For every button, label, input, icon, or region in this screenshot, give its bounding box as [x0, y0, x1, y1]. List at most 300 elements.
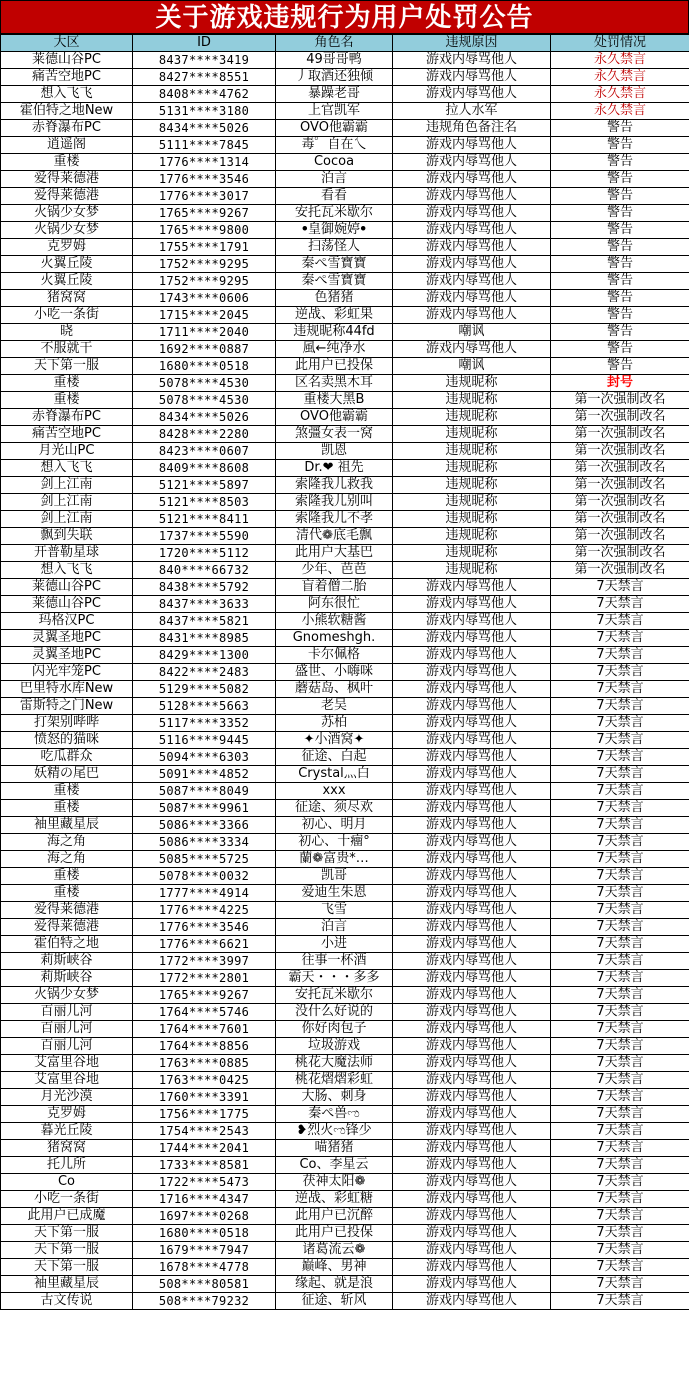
cell-violation-reason: 游戏内辱骂他人: [393, 52, 551, 69]
cell-violation-reason: 游戏内辱骂他人: [393, 732, 551, 749]
cell-penalty: 7天禁言: [551, 885, 689, 902]
cell-character-name: 霸天・・・多多: [276, 970, 393, 987]
header-region: 大区: [1, 35, 133, 52]
table-row: [1, 902, 689, 919]
cell-penalty: 永久禁言: [551, 69, 689, 86]
cell-id: 1678****4778: [133, 1259, 276, 1276]
cell-character-name: 上官凯军: [276, 103, 393, 120]
table-row: [1, 103, 689, 120]
cell-id: 1754****2543: [133, 1123, 276, 1140]
cell-id: 1765****9800: [133, 222, 276, 239]
cell-region: 剑上江南: [1, 477, 133, 494]
cell-violation-reason: 违规昵称: [393, 477, 551, 494]
table-row: [1, 188, 689, 205]
cell-character-name: 盲着僧二胎: [276, 579, 393, 596]
cell-id: 840****66732: [133, 562, 276, 579]
cell-penalty: 7天禁言: [551, 919, 689, 936]
cell-penalty: 7天禁言: [551, 1140, 689, 1157]
cell-penalty: 警告: [551, 290, 689, 307]
cell-penalty: 7天禁言: [551, 1225, 689, 1242]
table-row: [1, 239, 689, 256]
cell-penalty: 7天禁言: [551, 596, 689, 613]
cell-id: 1764****7601: [133, 1021, 276, 1038]
cell-violation-reason: 嘲讽: [393, 358, 551, 375]
cell-character-name: 凯恩: [276, 443, 393, 460]
cell-region: 重楼: [1, 885, 133, 902]
table-row: [1, 970, 689, 987]
cell-id: 1760****3391: [133, 1089, 276, 1106]
cell-penalty: 第一次强制改名: [551, 460, 689, 477]
cell-id: 1772****2801: [133, 970, 276, 987]
cell-region: 百丽儿河: [1, 1038, 133, 1055]
cell-id: 8431****8985: [133, 630, 276, 647]
cell-penalty: 7天禁言: [551, 1106, 689, 1123]
cell-region: 天下第一服: [1, 1225, 133, 1242]
table-row: [1, 1038, 689, 1055]
cell-character-name: 蘑菇岛、枫叶: [276, 681, 393, 698]
table-header-row: [1, 35, 689, 52]
table-row: [1, 511, 689, 528]
table-row: [1, 222, 689, 239]
cell-region: 莉斯峡谷: [1, 970, 133, 987]
cell-character-name: 逆战、彩虹糖: [276, 1191, 393, 1208]
cell-region: 古文传说: [1, 1293, 133, 1310]
cell-penalty: 7天禁言: [551, 715, 689, 732]
cell-id: 5121****5897: [133, 477, 276, 494]
cell-character-name: 扫荡怪人: [276, 239, 393, 256]
cell-character-name: 安托瓦米歇尔: [276, 987, 393, 1004]
cell-penalty: 第一次强制改名: [551, 494, 689, 511]
table-row: [1, 1276, 689, 1293]
cell-region: 剑上江南: [1, 511, 133, 528]
cell-character-name: 卡尔佩格: [276, 647, 393, 664]
table-row: [1, 1021, 689, 1038]
cell-violation-reason: 游戏内辱骂他人: [393, 69, 551, 86]
table-row: [1, 1123, 689, 1140]
table-row: [1, 477, 689, 494]
header-id: ID: [133, 35, 276, 52]
cell-character-name: 此用户大基巴: [276, 545, 393, 562]
cell-penalty: 警告: [551, 273, 689, 290]
cell-region: 赤脊瀑布PC: [1, 409, 133, 426]
table-row: [1, 205, 689, 222]
cell-region: 赤脊瀑布PC: [1, 120, 133, 137]
cell-id: 5121****8411: [133, 511, 276, 528]
cell-penalty: 7天禁言: [551, 902, 689, 919]
table-row: [1, 1055, 689, 1072]
cell-region: 飘到失联: [1, 528, 133, 545]
cell-id: 1756****1775: [133, 1106, 276, 1123]
cell-violation-reason: 拉人水军: [393, 103, 551, 120]
cell-character-name: 凯哥: [276, 868, 393, 885]
table-row: [1, 1140, 689, 1157]
cell-region: 火翼丘陵: [1, 273, 133, 290]
cell-violation-reason: 违规昵称: [393, 494, 551, 511]
table-row: [1, 800, 689, 817]
cell-violation-reason: 游戏内辱骂他人: [393, 341, 551, 358]
cell-character-name: 逆战、彩虹果: [276, 307, 393, 324]
cell-region: 莱德山谷PC: [1, 579, 133, 596]
table-row: [1, 885, 689, 902]
table-row: [1, 919, 689, 936]
cell-region: 火锅少女梦: [1, 987, 133, 1004]
cell-region: 暮光丘陵: [1, 1123, 133, 1140]
cell-id: 508****79232: [133, 1293, 276, 1310]
cell-region: 月光山PC: [1, 443, 133, 460]
cell-violation-reason: 违规昵称: [393, 426, 551, 443]
cell-violation-reason: 违规昵称: [393, 460, 551, 477]
cell-penalty: 7天禁言: [551, 749, 689, 766]
cell-character-name: 風←纯净水: [276, 341, 393, 358]
cell-violation-reason: 游戏内辱骂他人: [393, 1276, 551, 1293]
table-row: [1, 936, 689, 953]
cell-penalty: 7天禁言: [551, 1259, 689, 1276]
cell-penalty: 警告: [551, 205, 689, 222]
cell-violation-reason: 游戏内辱骂他人: [393, 205, 551, 222]
cell-id: 1711****2040: [133, 324, 276, 341]
cell-violation-reason: 游戏内辱骂他人: [393, 749, 551, 766]
cell-id: 5131****3180: [133, 103, 276, 120]
table-row: [1, 596, 689, 613]
cell-region: 重楼: [1, 800, 133, 817]
cell-violation-reason: 游戏内辱骂他人: [393, 1293, 551, 1310]
cell-violation-reason: 游戏内辱骂他人: [393, 188, 551, 205]
cell-penalty: 7天禁言: [551, 1004, 689, 1021]
table-row: [1, 69, 689, 86]
cell-id: 8422****2483: [133, 664, 276, 681]
header-character-name: 角色名: [276, 35, 393, 52]
cell-character-name: ꔷ皇御婉婷ꔷ: [276, 222, 393, 239]
table-row: [1, 409, 689, 426]
cell-character-name: Dr.❤ 祖先: [276, 460, 393, 477]
cell-penalty: 第一次强制改名: [551, 392, 689, 409]
cell-region: 艾富里谷地: [1, 1055, 133, 1072]
page-title: 关于游戏违规行为用户处罚公告: [0, 0, 689, 34]
cell-character-name: 初心、十癅°: [276, 834, 393, 851]
cell-region: 雷斯特之门New: [1, 698, 133, 715]
cell-violation-reason: 游戏内辱骂他人: [393, 834, 551, 851]
table-row: [1, 817, 689, 834]
cell-penalty: 7天禁言: [551, 681, 689, 698]
cell-violation-reason: 游戏内辱骂他人: [393, 1106, 551, 1123]
cell-character-name: 巅峰、男神: [276, 1259, 393, 1276]
cell-penalty: 警告: [551, 358, 689, 375]
cell-character-name: 诸葛流云❁: [276, 1242, 393, 1259]
cell-violation-reason: 游戏内辱骂他人: [393, 171, 551, 188]
cell-region: 妖精の尾巴: [1, 766, 133, 783]
cell-id: 1765****9267: [133, 987, 276, 1004]
cell-violation-reason: 违规昵称: [393, 392, 551, 409]
cell-character-name: 暴躁老哥: [276, 86, 393, 103]
header-violation-reason: 违规原因: [393, 35, 551, 52]
cell-id: 5087****8049: [133, 783, 276, 800]
cell-id: 1776****3017: [133, 188, 276, 205]
cell-violation-reason: 游戏内辱骂他人: [393, 1191, 551, 1208]
table-row: [1, 171, 689, 188]
cell-violation-reason: 游戏内辱骂他人: [393, 681, 551, 698]
cell-region: 天下第一服: [1, 1259, 133, 1276]
cell-penalty: 警告: [551, 188, 689, 205]
cell-penalty: 警告: [551, 307, 689, 324]
cell-id: 5111****7845: [133, 137, 276, 154]
cell-id: 1744****2041: [133, 1140, 276, 1157]
cell-character-name: 索隆我儿救我: [276, 477, 393, 494]
cell-violation-reason: 游戏内辱骂他人: [393, 256, 551, 273]
table-row: [1, 613, 689, 630]
cell-penalty: 警告: [551, 154, 689, 171]
cell-character-name: 煞彊女表一窝: [276, 426, 393, 443]
cell-region: 霍伯特之地: [1, 936, 133, 953]
cell-region: 痛苦空地PC: [1, 69, 133, 86]
cell-violation-reason: 游戏内辱骂他人: [393, 290, 551, 307]
cell-region: 天下第一服: [1, 1242, 133, 1259]
cell-region: 打架别哔哔: [1, 715, 133, 732]
cell-id: 1720****5112: [133, 545, 276, 562]
cell-character-name: 违规昵称44fd: [276, 324, 393, 341]
cell-character-name: 安托瓦米歇尔: [276, 205, 393, 222]
cell-violation-reason: 游戏内辱骂他人: [393, 239, 551, 256]
cell-violation-reason: 游戏内辱骂他人: [393, 970, 551, 987]
table-row: [1, 290, 689, 307]
cell-id: 1692****0887: [133, 341, 276, 358]
cell-region: 灵翼圣地PC: [1, 630, 133, 647]
cell-violation-reason: 游戏内辱骂他人: [393, 715, 551, 732]
cell-id: 1716****4347: [133, 1191, 276, 1208]
cell-id: 5086****3334: [133, 834, 276, 851]
cell-region: 莉斯峡谷: [1, 953, 133, 970]
cell-character-name: 索隆我儿别叫: [276, 494, 393, 511]
table-row: [1, 987, 689, 1004]
cell-id: 1776****4225: [133, 902, 276, 919]
cell-violation-reason: 游戏内辱骂他人: [393, 766, 551, 783]
table-row: [1, 375, 689, 392]
cell-region: 克罗姆: [1, 1106, 133, 1123]
table-row: [1, 953, 689, 970]
cell-character-name: 少年、芭芭: [276, 562, 393, 579]
cell-penalty: 警告: [551, 120, 689, 137]
cell-character-name: 秦ぺ兽ಌ: [276, 1106, 393, 1123]
cell-violation-reason: 游戏内辱骂他人: [393, 936, 551, 953]
cell-penalty: 警告: [551, 171, 689, 188]
cell-id: 1776****1314: [133, 154, 276, 171]
cell-region: 此用户已成魔: [1, 1208, 133, 1225]
cell-violation-reason: 游戏内辱骂他人: [393, 1021, 551, 1038]
cell-violation-reason: 嘲讽: [393, 324, 551, 341]
cell-region: 猪窝窝: [1, 1140, 133, 1157]
cell-id: 1765****9267: [133, 205, 276, 222]
cell-id: 5128****5663: [133, 698, 276, 715]
cell-penalty: 7天禁言: [551, 1208, 689, 1225]
cell-id: 5091****4852: [133, 766, 276, 783]
cell-penalty: 永久禁言: [551, 52, 689, 69]
cell-violation-reason: 游戏内辱骂他人: [393, 919, 551, 936]
cell-region: 爱得莱德港: [1, 171, 133, 188]
cell-violation-reason: 游戏内辱骂他人: [393, 1242, 551, 1259]
cell-region: 艾富里谷地: [1, 1072, 133, 1089]
penalty-table: [0, 34, 689, 1310]
cell-region: 火翼丘陵: [1, 256, 133, 273]
cell-region: 剑上江南: [1, 494, 133, 511]
cell-penalty: 7天禁言: [551, 1242, 689, 1259]
cell-region: 小吃一条街: [1, 307, 133, 324]
cell-violation-reason: 游戏内辱骂他人: [393, 1208, 551, 1225]
table-row: [1, 1293, 689, 1310]
cell-region: 灵翼圣地PC: [1, 647, 133, 664]
cell-penalty: 警告: [551, 256, 689, 273]
cell-character-name: ✦小酒窝✦: [276, 732, 393, 749]
cell-violation-reason: 游戏内辱骂他人: [393, 1089, 551, 1106]
cell-penalty: 永久禁言: [551, 103, 689, 120]
cell-violation-reason: 游戏内辱骂他人: [393, 1072, 551, 1089]
table-row: [1, 732, 689, 749]
cell-character-name: ❥烈火ಌ锋少: [276, 1123, 393, 1140]
table-row: [1, 341, 689, 358]
table-row: [1, 562, 689, 579]
table-row: [1, 749, 689, 766]
cell-violation-reason: 游戏内辱骂他人: [393, 222, 551, 239]
cell-id: 1680****0518: [133, 358, 276, 375]
cell-character-name: 色猪猪: [276, 290, 393, 307]
cell-id: 5117****3352: [133, 715, 276, 732]
cell-id: 1679****7947: [133, 1242, 276, 1259]
cell-character-name: 桃花大魔法师: [276, 1055, 393, 1072]
cell-character-name: Co、李星云: [276, 1157, 393, 1174]
cell-region: 重楼: [1, 392, 133, 409]
cell-region: 托儿所: [1, 1157, 133, 1174]
cell-character-name: 区名卖黑木耳: [276, 375, 393, 392]
cell-character-name: 桃花熠熠彩虹: [276, 1072, 393, 1089]
cell-character-name: OVO他霸霸: [276, 409, 393, 426]
cell-penalty: 第一次强制改名: [551, 477, 689, 494]
cell-violation-reason: 违规角色备注名: [393, 120, 551, 137]
cell-id: 8428****2280: [133, 426, 276, 443]
table-row: [1, 1174, 689, 1191]
cell-penalty: 7天禁言: [551, 1055, 689, 1072]
cell-character-name: 盛世、小嗨咪: [276, 664, 393, 681]
table-row: [1, 698, 689, 715]
cell-region: 闪光牢笼PC: [1, 664, 133, 681]
cell-character-name: 大肠、刺身: [276, 1089, 393, 1106]
cell-violation-reason: 游戏内辱骂他人: [393, 885, 551, 902]
cell-id: 1763****0885: [133, 1055, 276, 1072]
table-row: [1, 528, 689, 545]
cell-region: 爱得莱德港: [1, 919, 133, 936]
cell-region: 天下第一服: [1, 358, 133, 375]
cell-violation-reason: 游戏内辱骂他人: [393, 817, 551, 834]
table-row: [1, 86, 689, 103]
cell-penalty: 第一次强制改名: [551, 409, 689, 426]
cell-character-name: 49哥哥鸭: [276, 52, 393, 69]
cell-id: 5087****9961: [133, 800, 276, 817]
table-row: [1, 851, 689, 868]
cell-character-name: 重楼大黑B: [276, 392, 393, 409]
cell-penalty: 第一次强制改名: [551, 511, 689, 528]
cell-region: 猪窝窝: [1, 290, 133, 307]
cell-region: 百丽儿河: [1, 1004, 133, 1021]
cell-character-name: 清代❁底毛飘: [276, 528, 393, 545]
cell-penalty: 7天禁言: [551, 783, 689, 800]
cell-penalty: 7天禁言: [551, 1276, 689, 1293]
cell-violation-reason: 游戏内辱骂他人: [393, 613, 551, 630]
cell-character-name: 蘭❁富贵*…: [276, 851, 393, 868]
cell-id: 1777****4914: [133, 885, 276, 902]
cell-region: 海之角: [1, 851, 133, 868]
cell-id: 8427****8551: [133, 69, 276, 86]
cell-region: 袖里藏星辰: [1, 1276, 133, 1293]
cell-id: 8437****3419: [133, 52, 276, 69]
cell-penalty: 7天禁言: [551, 630, 689, 647]
table-row: [1, 1004, 689, 1021]
cell-penalty: 警告: [551, 239, 689, 256]
table-row: [1, 324, 689, 341]
cell-penalty: 7天禁言: [551, 970, 689, 987]
cell-penalty: 7天禁言: [551, 1072, 689, 1089]
cell-id: 5121****8503: [133, 494, 276, 511]
cell-character-name: 秦ぺ雪寶寶: [276, 273, 393, 290]
cell-violation-reason: 游戏内辱骂他人: [393, 630, 551, 647]
table-row: [1, 1225, 689, 1242]
cell-violation-reason: 游戏内辱骂他人: [393, 307, 551, 324]
cell-character-name: 看看: [276, 188, 393, 205]
cell-region: 开普勒星球: [1, 545, 133, 562]
table-row: [1, 460, 689, 477]
cell-penalty: 7天禁言: [551, 868, 689, 885]
table-row: [1, 630, 689, 647]
cell-id: 5086****3366: [133, 817, 276, 834]
cell-penalty: 7天禁言: [551, 579, 689, 596]
cell-region: 小吃一条街: [1, 1191, 133, 1208]
cell-penalty: 第一次强制改名: [551, 443, 689, 460]
cell-penalty: 7天禁言: [551, 834, 689, 851]
table-row: [1, 1208, 689, 1225]
cell-character-name: 此用户已沉醉: [276, 1208, 393, 1225]
cell-violation-reason: 游戏内辱骂他人: [393, 273, 551, 290]
cell-violation-reason: 游戏内辱骂他人: [393, 783, 551, 800]
cell-character-name: Gnomeshgh.: [276, 630, 393, 647]
cell-penalty: 警告: [551, 324, 689, 341]
cell-penalty: 第一次强制改名: [551, 426, 689, 443]
cell-region: 重楼: [1, 783, 133, 800]
cell-region: 吃瓜群众: [1, 749, 133, 766]
table-row: [1, 715, 689, 732]
cell-penalty: 7天禁言: [551, 1021, 689, 1038]
cell-penalty: 封号: [551, 375, 689, 392]
table-row: [1, 1242, 689, 1259]
cell-id: 1763****0425: [133, 1072, 276, 1089]
cell-violation-reason: 游戏内辱骂他人: [393, 851, 551, 868]
cell-character-name: 征途、白起: [276, 749, 393, 766]
cell-penalty: 警告: [551, 341, 689, 358]
table-row: [1, 137, 689, 154]
cell-character-name: 缘起、就是浪: [276, 1276, 393, 1293]
cell-id: 1733****8581: [133, 1157, 276, 1174]
cell-id: 5116****9445: [133, 732, 276, 749]
cell-violation-reason: 游戏内辱骂他人: [393, 664, 551, 681]
cell-violation-reason: 游戏内辱骂他人: [393, 647, 551, 664]
cell-penalty: 7天禁言: [551, 953, 689, 970]
cell-character-name: 飞雪: [276, 902, 393, 919]
table-row: [1, 545, 689, 562]
cell-id: 1697****0268: [133, 1208, 276, 1225]
cell-violation-reason: 游戏内辱骂他人: [393, 868, 551, 885]
cell-violation-reason: 游戏内辱骂他人: [393, 1038, 551, 1055]
cell-region: 火锅少女梦: [1, 205, 133, 222]
cell-penalty: 7天禁言: [551, 1191, 689, 1208]
cell-character-name: 阿东很忙: [276, 596, 393, 613]
cell-violation-reason: 违规昵称: [393, 562, 551, 579]
table-row: [1, 664, 689, 681]
cell-id: 8409****8608: [133, 460, 276, 477]
